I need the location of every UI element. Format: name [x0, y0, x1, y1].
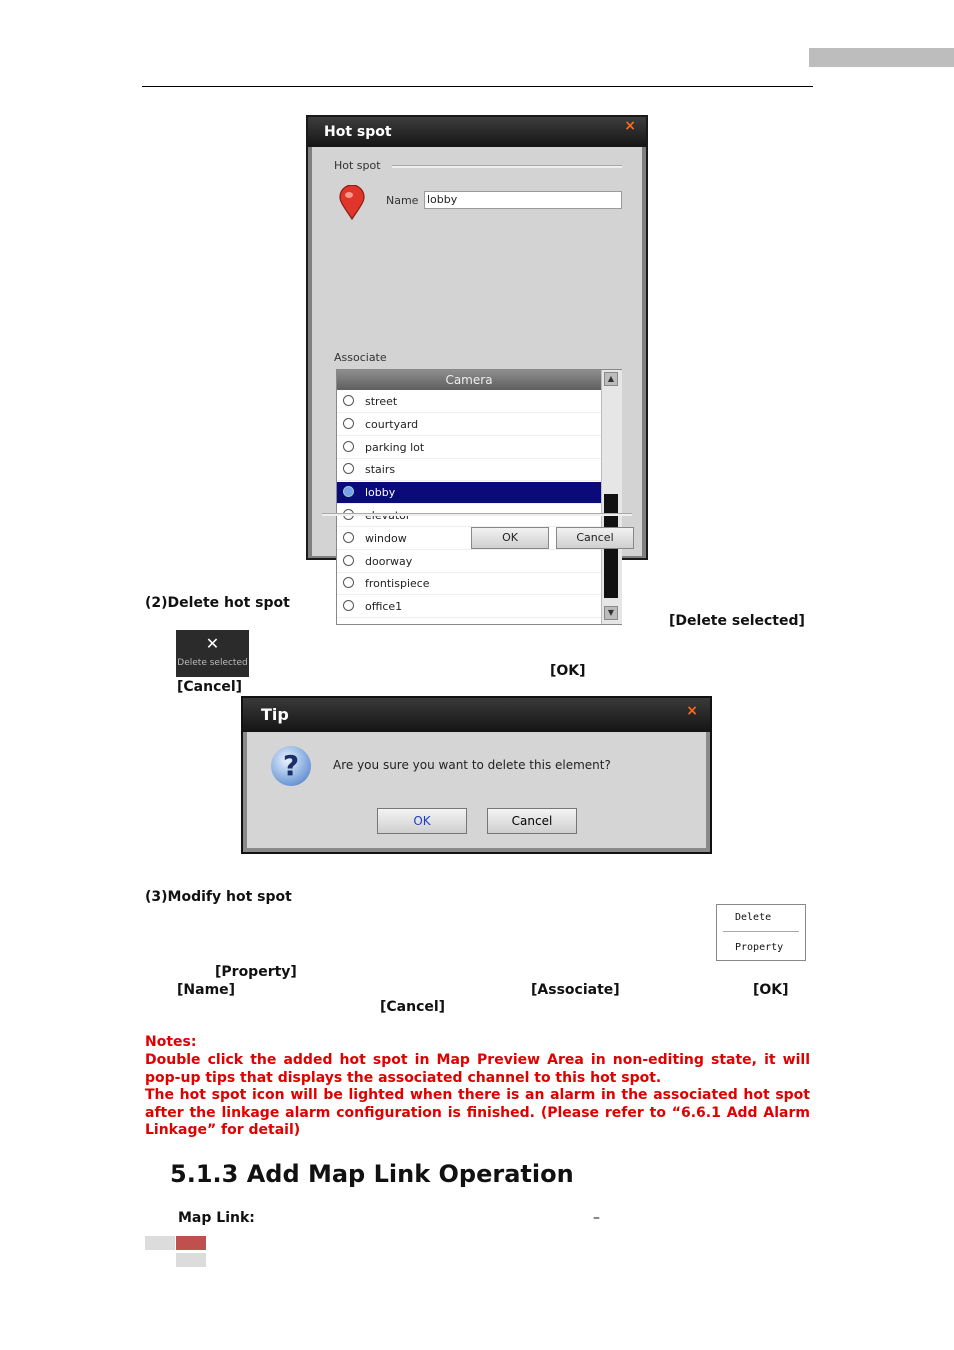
footer-block-accent — [176, 1236, 206, 1250]
list-item[interactable] — [337, 414, 601, 436]
tip-message: Are you sure you want to delete this element? — [333, 758, 611, 772]
name-input[interactable]: lobby — [424, 191, 622, 209]
radio-icon[interactable] — [343, 463, 354, 474]
tip-body — [247, 732, 706, 848]
list-item[interactable] — [337, 505, 601, 527]
associate-label: Associate — [334, 351, 387, 364]
menu-item-delete[interactable]: Delete — [735, 912, 772, 923]
scroll-up-icon[interactable]: ▲ — [604, 372, 618, 386]
list-header: Camera — [337, 370, 601, 390]
radio-icon[interactable] — [343, 555, 354, 566]
footer-block — [145, 1236, 175, 1250]
footer-divider — [322, 513, 632, 516]
notes-line-1: Double click the added hot spot in Map Preview Area in non-editing state, it will pop-up tips that displays the associated channel to this hot spot. — [145, 1052, 810, 1086]
dialog-body — [312, 147, 642, 617]
ok-button[interactable]: OK — [471, 527, 549, 549]
close-icon[interactable]: × — [686, 703, 698, 719]
hotspot-pin-icon — [338, 185, 366, 221]
radio-icon[interactable] — [343, 600, 354, 611]
list-item-label: office1 — [365, 600, 403, 614]
list-item[interactable] — [337, 596, 601, 618]
notes-label: Notes: — [145, 1034, 197, 1050]
delete-selected-caption: Delete selected — [177, 658, 248, 668]
radio-icon[interactable] — [343, 486, 354, 497]
close-icon[interactable]: × — [624, 118, 636, 134]
cancel-ref: [Cancel] — [177, 679, 243, 695]
list-item-label: stairs — [365, 463, 396, 477]
footer-block — [176, 1253, 206, 1267]
close-icon: ✕ — [205, 634, 220, 653]
radio-icon[interactable] — [343, 395, 354, 406]
ok-ref-2: [OK] — [753, 982, 789, 998]
radio-icon[interactable] — [343, 577, 354, 588]
header-bar — [809, 48, 954, 67]
dialog-title-bar — [308, 117, 646, 147]
list-scrollbar[interactable] — [601, 370, 622, 624]
tip-title: Tip — [261, 705, 289, 724]
radio-icon[interactable] — [343, 532, 354, 543]
menu-item-property[interactable]: Property — [735, 942, 784, 953]
menu-separator — [723, 931, 799, 932]
notes-line-2: The hot spot icon will be lighted when there is an alarm in the associated hot spot after the linkage alarm configuration is finished. (Please refer to “6.6.1 Add Alarm Linkage” for detail) — [145, 1087, 810, 1138]
list-item-label: courtyard — [365, 417, 419, 431]
tip-ok-button[interactable]: OK — [377, 808, 467, 834]
group-label: Hot spot — [334, 159, 381, 172]
property-ref: [Property] — [215, 964, 297, 980]
tip-cancel-button[interactable]: Cancel — [487, 808, 577, 834]
name-label: Name — [386, 194, 419, 207]
delete-heading: (2)Delete hot spot — [145, 595, 290, 611]
list-item-label: doorway — [365, 554, 413, 568]
delete-selected-ref: [Delete selected] — [669, 613, 805, 629]
scroll-down-icon[interactable]: ▼ — [604, 606, 618, 620]
section-heading: 5.1.3 Add Map Link Operation — [170, 1160, 574, 1188]
list-item-label: window — [365, 531, 407, 545]
cancel-button[interactable]: Cancel — [556, 527, 634, 549]
list-item-label — [365, 505, 410, 527]
radio-icon[interactable] — [343, 418, 354, 429]
header-rule — [142, 86, 813, 87]
list-item[interactable] — [337, 391, 601, 413]
list-item[interactable] — [337, 459, 601, 481]
hotspot-dialog — [306, 115, 648, 617]
tip-title-bar — [243, 698, 710, 732]
camera-list — [336, 369, 622, 625]
map-link-dash: – — [593, 1210, 600, 1226]
map-link-label: Map Link: — [178, 1210, 255, 1226]
dialog-title: Hot spot — [324, 124, 392, 140]
context-menu — [716, 904, 806, 961]
list-item-label: lobby — [365, 486, 396, 500]
radio-icon[interactable] — [343, 441, 354, 452]
modify-heading: (3)Modify hot spot — [145, 889, 292, 905]
associate-ref: [Associate] — [531, 982, 620, 998]
delete-selected-button[interactable] — [176, 630, 249, 677]
ok-ref: [OK] — [550, 663, 586, 679]
list-item-label: street — [365, 395, 398, 408]
list-item[interactable] — [337, 573, 601, 595]
list-item[interactable] — [337, 551, 601, 573]
question-icon: ? — [271, 746, 311, 786]
list-item[interactable] — [337, 482, 601, 504]
list-item-label: frontispiece — [365, 577, 430, 591]
list-item-label: parking lot — [365, 440, 425, 454]
group-divider — [392, 165, 622, 168]
cancel-ref-2: [Cancel] — [380, 999, 446, 1015]
tip-dialog — [241, 696, 712, 854]
name-ref: [Name] — [177, 982, 236, 998]
list-item[interactable] — [337, 437, 601, 459]
